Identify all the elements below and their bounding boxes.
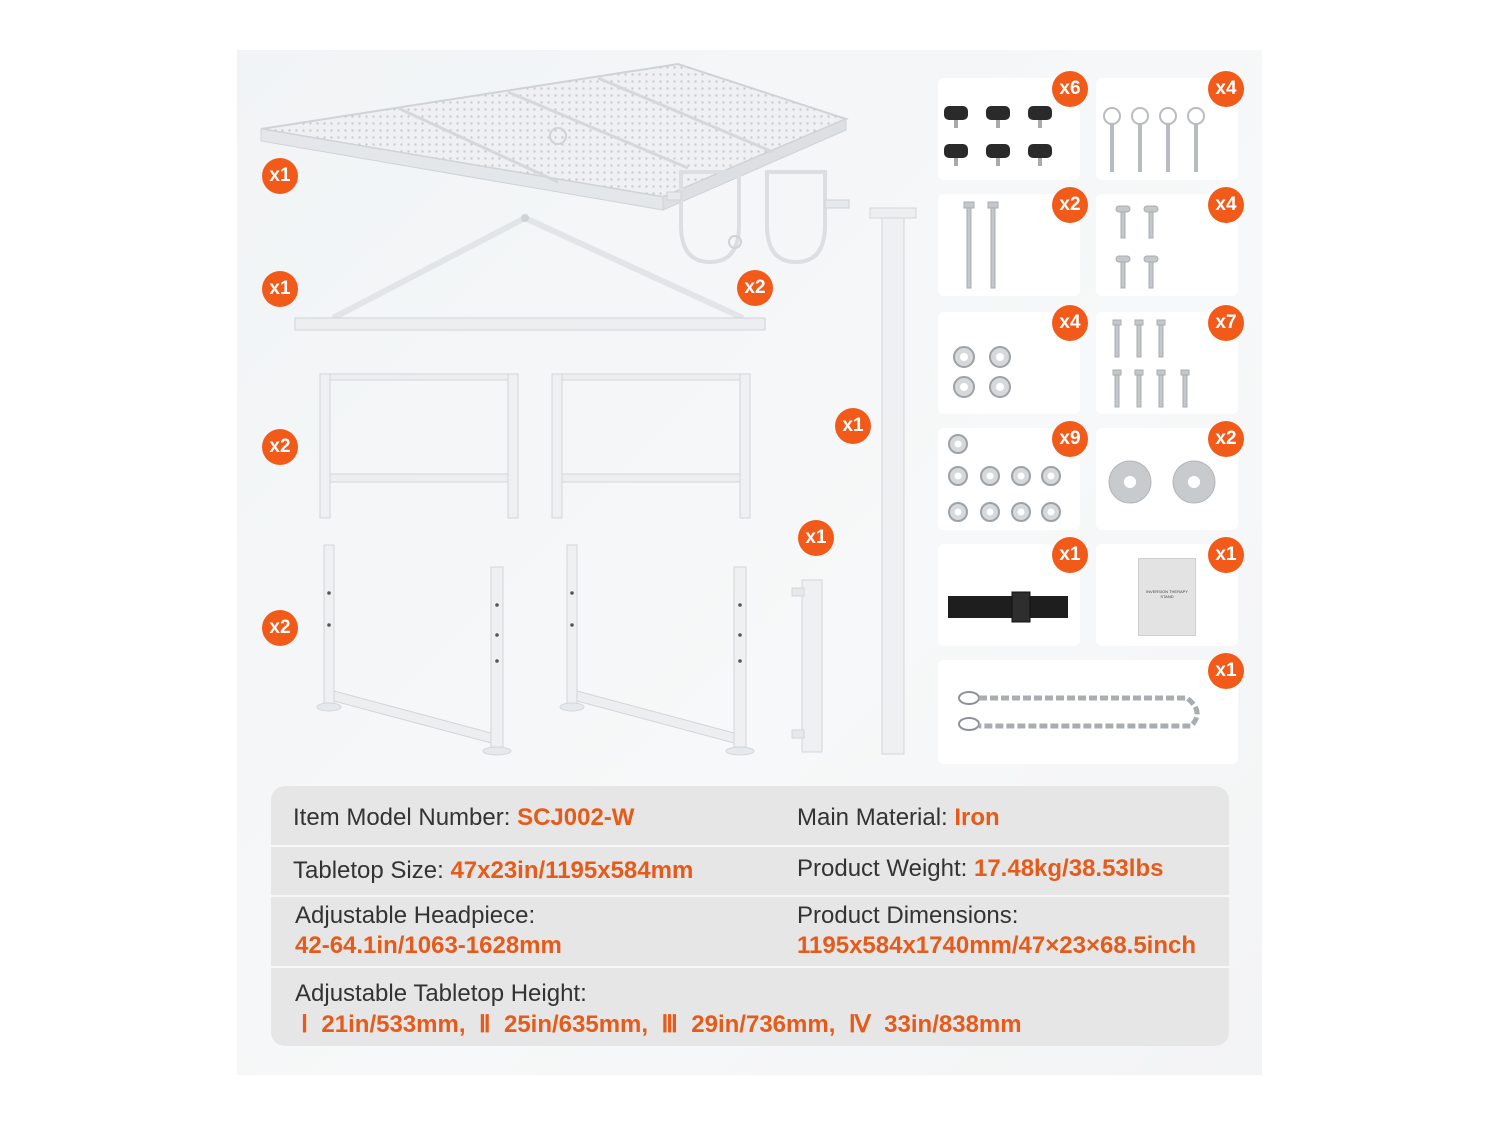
row-divider <box>271 895 1229 897</box>
long-bolts-illustration <box>958 200 1018 292</box>
leg-frame-illustration-2 <box>550 372 755 522</box>
sleeve-illustration <box>790 578 835 758</box>
quantity-badge: x6 <box>1052 71 1088 107</box>
material-label: Main Material: <box>797 804 955 831</box>
quantity-badge: x2 <box>262 429 298 465</box>
manual-booklet <box>1138 558 1196 636</box>
model-number-label: Item Model Number: <box>293 804 518 831</box>
material-row <box>797 804 1000 832</box>
post-illustration <box>868 206 920 758</box>
short-bolts-illustration <box>1112 204 1172 290</box>
tabletop-size-row <box>293 857 693 885</box>
weight-value: 17.48kg/38.53lbs <box>973 855 1164 882</box>
quantity-badge: x9 <box>1052 421 1088 457</box>
quantity-badge: x2 <box>262 610 298 646</box>
row-divider <box>271 966 1229 968</box>
quantity-badge: x1 <box>798 520 834 556</box>
quantity-badge: x1 <box>1208 537 1244 573</box>
tabletop-size-label: Tabletop Size: <box>293 857 451 884</box>
quantity-badge: x1 <box>835 408 871 444</box>
lock-nuts-illustration <box>944 432 1068 526</box>
model-number-value: SCJ002-W <box>517 804 635 831</box>
chain-illustration <box>955 688 1213 738</box>
quantity-badge: x7 <box>1208 305 1244 341</box>
quantity-badge: x2 <box>1208 421 1244 457</box>
quantity-badge: x1 <box>262 158 298 194</box>
row-divider <box>271 845 1229 847</box>
nuts-illustration <box>950 343 1020 403</box>
headpiece-label: Adjustable Headpiece: <box>295 902 536 929</box>
knobs-illustration <box>938 100 1080 180</box>
headpiece-value: 42-64.1in/1063-1628mm <box>295 932 562 959</box>
quantity-badge: x1 <box>262 271 298 307</box>
material-value: Iron <box>954 804 1000 831</box>
base-leg-illustration-1 <box>315 543 520 758</box>
quantity-badge: x4 <box>1208 187 1244 223</box>
tabletop-size-value: 47x23in/1195x584mm <box>450 857 694 884</box>
quantity-badge: x1 <box>1052 537 1088 573</box>
manual-title: INVERSION THERAPY STAND <box>1146 589 1188 599</box>
tabletop-height-value: Ⅰ 21in/533mm, Ⅱ 25in/635mm, Ⅲ 29in/736mm, Ⅳ 33in/838mm <box>301 1011 1022 1038</box>
base-leg-illustration-2 <box>560 543 765 758</box>
leg-frame-illustration-1 <box>318 372 523 522</box>
quantity-badge: x2 <box>1052 187 1088 223</box>
weight-row <box>797 855 1163 883</box>
specifications-panel <box>271 786 1229 1046</box>
model-number-row <box>293 804 634 832</box>
quantity-badge: x1 <box>1208 653 1244 689</box>
dimensions-label: Product Dimensions: <box>797 902 1019 929</box>
pins-illustration <box>1098 104 1228 176</box>
quantity-badge: x2 <box>737 270 773 306</box>
hooks-illustration <box>665 170 855 270</box>
quantity-badge: x4 <box>1208 71 1244 107</box>
weight-label: Product Weight: <box>797 855 974 882</box>
quantity-badge: x4 <box>1052 305 1088 341</box>
tabletop-height-label: Adjustable Tabletop Height: <box>295 980 587 1007</box>
screws-illustration <box>1108 318 1198 410</box>
dimensions-value: 1195x584x1740mm/47×23×68.5inch <box>797 932 1197 959</box>
washers-illustration <box>1106 460 1218 506</box>
strap-illustration <box>946 590 1070 624</box>
